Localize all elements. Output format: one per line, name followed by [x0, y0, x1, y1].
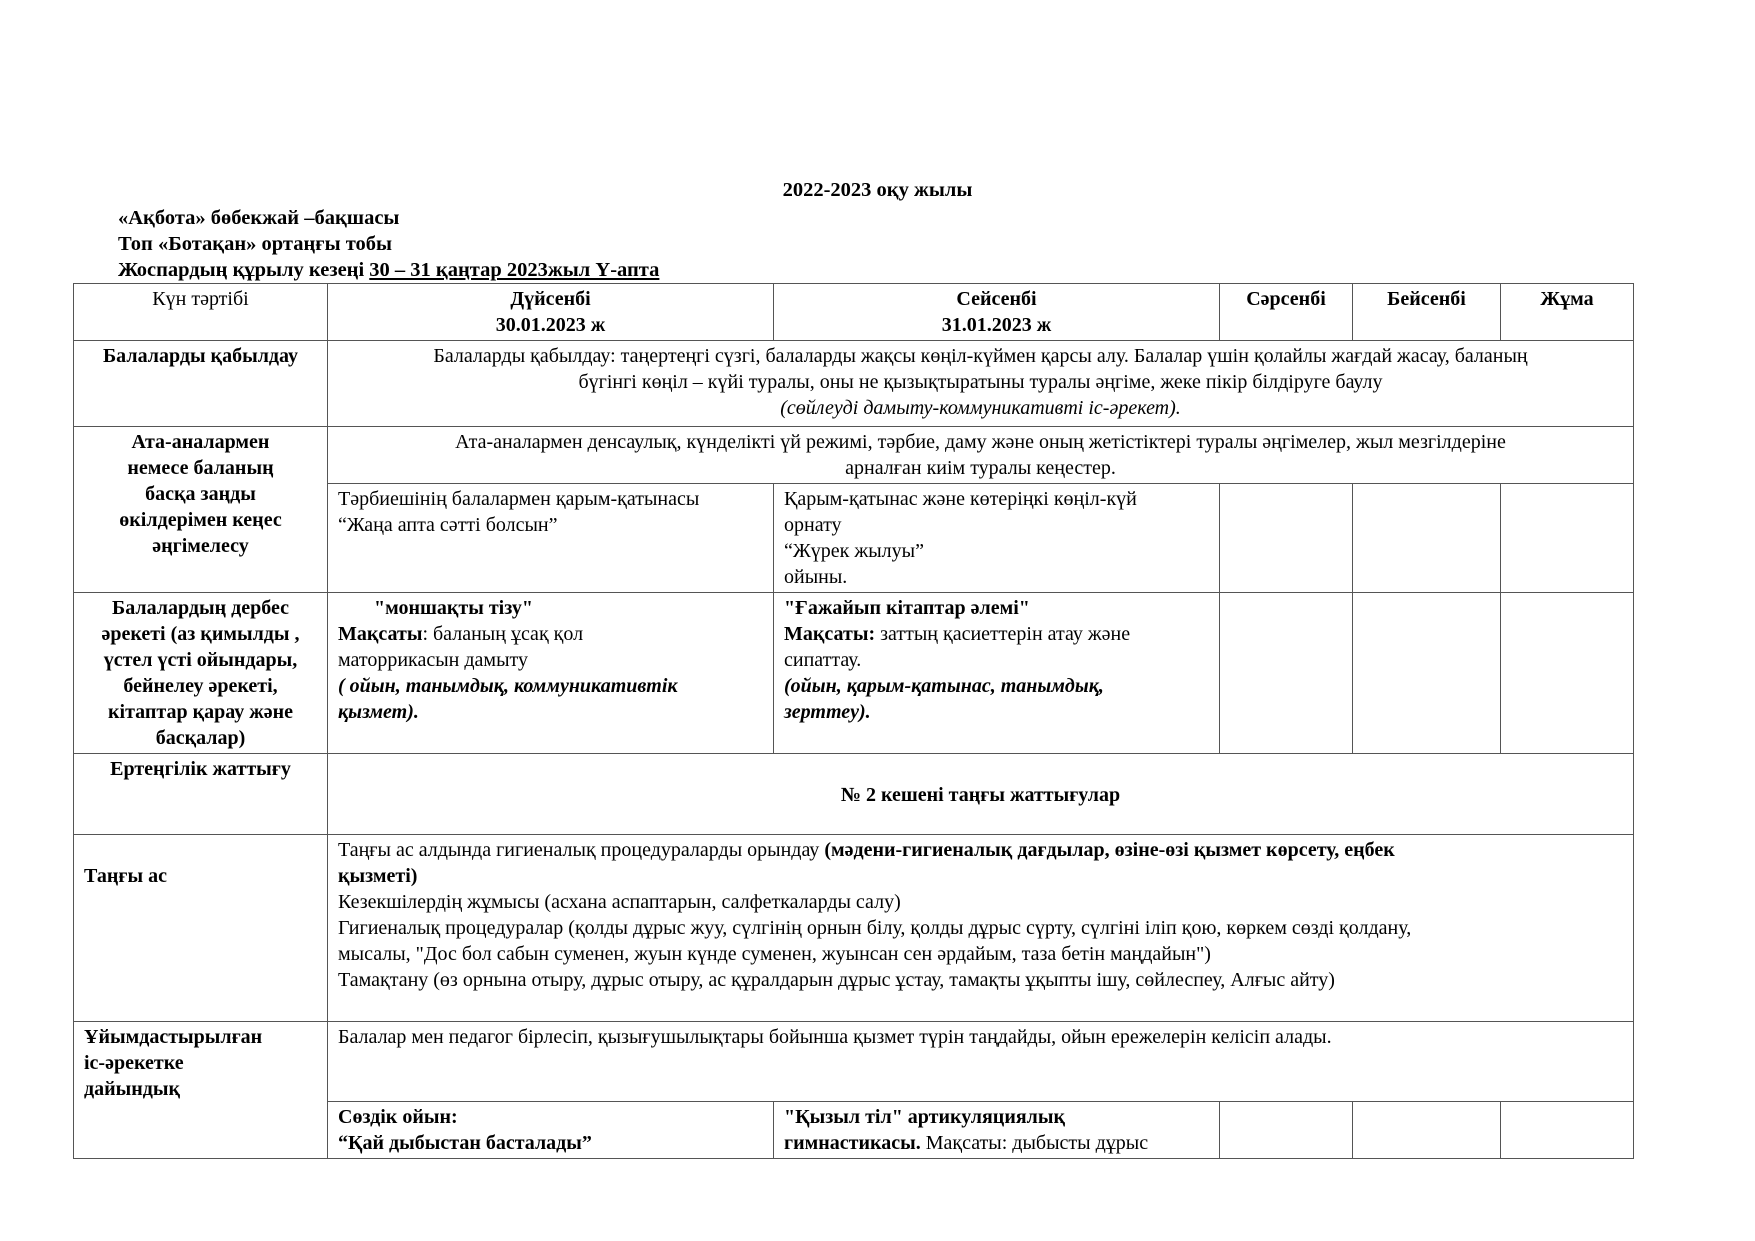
preparation-monday-line: Сөздік ойын: — [338, 1106, 458, 1128]
header-monday — [328, 284, 774, 341]
morning-exercise-complex: № 2 кешені таңғы жаттығулар — [840, 784, 1121, 806]
breakfast-line1-plain: Таңғы ас алдында гигиеналық процедураларды орындау — [338, 839, 825, 861]
preparation-label-line: дайындық — [84, 1078, 181, 1100]
independent-tuesday-title: "Ғажайып кітаптар әлемі" — [784, 597, 1030, 619]
reception-text-line1: Балаларды қабылдау: таңертеңгі сүзгі, балаларды жақсы көңіл-күймен қарсы алу. Балалар үшін қолайлы жағдай жасау, баланың — [433, 345, 1528, 367]
parents-label-line: басқа заңды — [145, 483, 256, 505]
activity-type: қызмет). — [338, 701, 419, 723]
tuesday-label: Сейсенбі — [956, 288, 1037, 310]
preparation-label — [74, 1022, 328, 1159]
independent-friday — [1501, 593, 1634, 754]
independent-thursday — [1353, 593, 1501, 754]
preparation-friday — [1501, 1102, 1634, 1159]
row-breakfast — [74, 835, 1634, 1022]
tuesday-date: 31.01.2023 ж — [941, 314, 1052, 336]
parents-tuesday-line: “Жүрек жылуы” — [784, 540, 924, 562]
weekly-plan-table — [73, 283, 1634, 1159]
independent-label-line: Балалардың дербес — [112, 597, 289, 619]
morning-exercise-label: Ертеңгілік жаттығу — [74, 754, 328, 835]
preparation-tuesday-plain: Мақсаты: дыбысты дұрыс — [920, 1132, 1149, 1154]
goal-text: маторрикасын дамыту — [338, 649, 528, 671]
activity-type: (ойын, қарым-қатынас, танымдық, — [784, 675, 1104, 697]
breakfast-text — [328, 835, 1634, 1022]
independent-label-line: кітаптар қарау және — [107, 701, 293, 723]
plan-period — [118, 259, 659, 282]
header-thursday: Бейсенбі — [1353, 284, 1501, 341]
preparation-common: Балалар мен педагог бірлесіп, қызығушылықтары бойынша қызмет түрін таңдайды, ойын ережелерін келісіп алады. — [328, 1022, 1634, 1102]
goal-label: Мақсаты: — [784, 623, 876, 645]
breakfast-label — [74, 835, 328, 1022]
table-header-row — [74, 284, 1634, 341]
parents-friday — [1501, 484, 1634, 593]
row-independent — [74, 593, 1634, 754]
plan-period-label: Жоспардың құрылу кезеңі — [118, 259, 370, 281]
goal-text: заттың қасиеттерін атау және — [875, 623, 1131, 645]
independent-label-line: әрекеті (аз қимылды , — [101, 623, 300, 645]
row-reception — [74, 341, 1634, 427]
preparation-wednesday — [1220, 1102, 1353, 1159]
preparation-tuesday — [774, 1102, 1220, 1159]
preparation-label-line: іс-әрекетке — [84, 1052, 184, 1074]
parents-monday-line: Тәрбиешінің балалармен қарым-қатынасы — [338, 488, 700, 510]
goal-text: : баланың ұсақ қол — [422, 623, 584, 645]
parents-tuesday-line: ойыны. — [784, 566, 848, 588]
parents-common-line1: Ата-аналармен денсаулық, күнделікті үй режимі, тәрбие, даму және оның жетістіктері туралы әңгімелер, жыл мезгілдеріне — [455, 431, 1506, 453]
reception-label: Балаларды қабылдау — [74, 341, 328, 427]
monday-date: 30.01.2023 ж — [495, 314, 606, 336]
academic-year: 2022-2023 оқу жылы — [782, 179, 973, 201]
goal-text: сипаттау. — [784, 649, 862, 671]
independent-monday — [328, 593, 774, 754]
independent-wednesday — [1220, 593, 1353, 754]
parents-tuesday-line: Қарым-қатынас және көтеріңкі көңіл-күй — [784, 488, 1137, 510]
breakfast-line1 — [338, 837, 1623, 863]
preparation-monday-line: “Қай дыбыстан басталады” — [338, 1132, 592, 1154]
parents-thursday — [1353, 484, 1501, 593]
morning-exercise-text — [328, 754, 1634, 835]
preparation-label-line: Ұйымдастырылған — [84, 1026, 263, 1048]
breakfast-line4: Гигиеналық процедуралар (қолды дұрыс жуу, сүлгінің орнын білу, қолды дұрыс сүрту, сүлгіні іліп қою, көркем сөзді қолдану, — [338, 917, 1412, 939]
preparation-tuesday-bold: гимнастикасы. — [784, 1132, 921, 1154]
independent-label — [74, 593, 328, 754]
header-friday: Жұма — [1501, 284, 1634, 341]
parents-label-line: өкілдерімен кеңес — [119, 509, 282, 531]
parents-label — [74, 427, 328, 593]
parents-label-line: әңгімелесу — [152, 535, 249, 557]
independent-label-line: үстел үсті ойындары, — [103, 649, 298, 671]
breakfast-line2: қызметі) — [338, 865, 418, 887]
breakfast-line5: мысалы, "Дос бол сабын суменен, жуын күнде суменен, жуынсан сен әрдайым, таза бетін маңдайын") — [338, 943, 1211, 965]
header-tuesday — [774, 284, 1220, 341]
preparation-thursday — [1353, 1102, 1501, 1159]
row-preparation-common — [74, 1022, 1634, 1102]
reception-activity: (сөйлеуді дамыту-коммуникативті іс-әрекет). — [780, 397, 1181, 419]
preparation-tuesday-line — [784, 1130, 1209, 1156]
parents-monday-line: “Жаңа апта сәтті болсын” — [338, 514, 558, 536]
breakfast-line1-bold: (мәдени-гигиеналық дағдылар, өзіне-өзі қызмет көрсету, еңбек — [824, 839, 1395, 861]
parents-common-text — [328, 427, 1634, 484]
independent-monday-goal — [338, 621, 763, 647]
group-name: Топ «Ботақан» ортаңғы тобы — [118, 233, 393, 255]
parents-common-line2: арналған киім туралы кеңестер. — [845, 457, 1116, 479]
preparation-monday — [328, 1102, 774, 1159]
breakfast-label-text: Таңғы ас — [84, 865, 167, 887]
monday-label: Дүйсенбі — [510, 288, 591, 310]
row-parents-common — [74, 427, 1634, 484]
independent-tuesday — [774, 593, 1220, 754]
activity-type: зерттеу). — [784, 701, 871, 723]
header-schedule: Күн тәртібі — [74, 284, 328, 341]
independent-monday-title: "моншақты тізу" — [374, 597, 533, 619]
parents-label-line: Ата-аналармен — [131, 431, 270, 453]
parents-label-line: немесе баланың — [127, 457, 274, 479]
parents-monday — [328, 484, 774, 593]
header-wednesday: Сәрсенбі — [1220, 284, 1353, 341]
plan-period-value: 30 – 31 қаңтар 2023жыл Ү-апта — [369, 259, 660, 281]
parents-tuesday — [774, 484, 1220, 593]
kindergarten-name: «Ақбота» бөбекжай –бақшасы — [118, 207, 400, 229]
row-morning-exercise — [74, 754, 1634, 835]
breakfast-line3: Кезекшілердің жұмысы (асхана аспаптарын, салфеткаларды салу) — [338, 891, 901, 913]
independent-label-line: бейнелеу әрекеті, — [123, 675, 278, 697]
parents-wednesday — [1220, 484, 1353, 593]
parents-tuesday-line: орнату — [784, 514, 842, 536]
breakfast-line6: Тамақтану (өз орнына отыру, дұрыс отыру, ас құралдарын дұрыс ұстау, тамақты ұқыпты ішу, сөйлеспеу, Алғыс айту) — [338, 969, 1335, 991]
preparation-tuesday-line: "Қызыл тіл" артикуляциялық — [784, 1106, 1066, 1128]
reception-text-line2: бүгінгі көңіл – күйі туралы, оны не қызықтыратыны туралы әңгіме, жеке пікір білдіруге баулу — [578, 371, 1383, 393]
activity-type: ( ойын, танымдық, коммуникативтік — [338, 675, 678, 697]
reception-text — [328, 341, 1634, 427]
independent-tuesday-goal — [784, 621, 1209, 647]
independent-label-line: басқалар) — [155, 727, 246, 749]
goal-label: Мақсаты — [338, 623, 423, 645]
